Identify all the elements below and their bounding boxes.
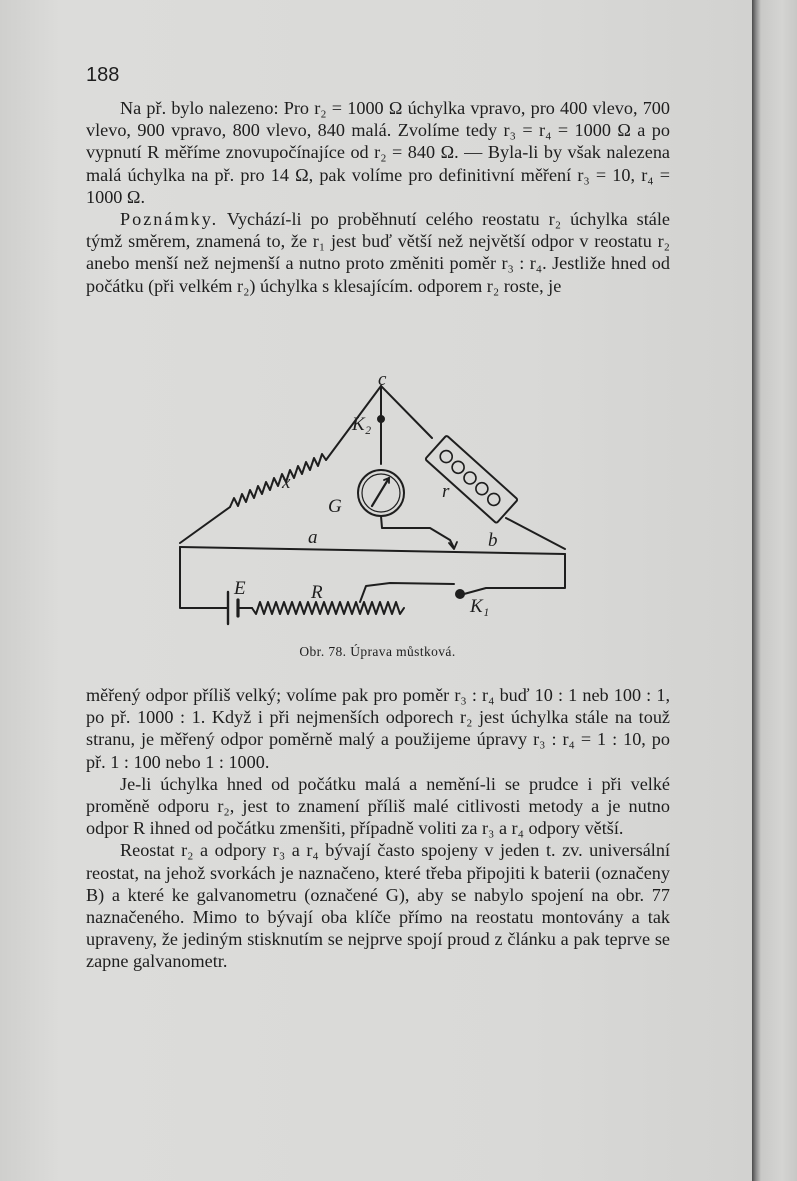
label-b: b xyxy=(488,530,498,551)
paragraph-remark xyxy=(86,208,670,297)
paragraph-sensitivity: Je-li úchylka hned od počátku malá a nemění-li se prudce i při velké proměně odporu r₂, jest to znamení příliš malé citlivosti metody a je nutno odpor R ihned od počátku zmenšiti, případně voliti za r₃ a r₄ odpory větší. xyxy=(86,773,670,839)
text-block-bottom xyxy=(86,684,670,973)
label-c: c xyxy=(378,372,387,390)
label-x: x xyxy=(282,472,291,493)
paragraph-universal-rheostat: Reostat r₂ a odpory r₃ a r₄ bývají často spojeny v jeden t. zv. universální reostat, na jehož svorkách je naznačeno, které třeba připojiti k baterii (označeny B) a které ke galvanometru (označené G), aby se nabylo spojení na obr. 77 naznačeného. Mimo to bývají oba klíče přímo na reostatu montovány a tak upraveny, že jediným stisknutím se nejprve spojí proud z článku a pak teprve se zapne galvanometr. xyxy=(86,840,670,972)
label-a: a xyxy=(308,527,318,548)
slide-wire-ab xyxy=(180,547,565,554)
label-e: E xyxy=(234,578,246,599)
rheostat-slider xyxy=(360,583,454,602)
label-k1: K₁ xyxy=(470,596,490,617)
text-block-top xyxy=(86,97,670,297)
label-rheostat: R xyxy=(311,582,323,603)
label-k2: K₂ xyxy=(352,414,372,435)
remark-heading: Poznámky. xyxy=(120,209,219,230)
paragraph-example: Na př. bylo nalezeno: Pro r₂ = 1000 Ω úchylka vpravo, pro 400 vlevo, 700 vlevo, 900 vpravo, 800 vlevo, 840 malá. Zvolíme tedy r₃ = r₄ = 1000 Ω a po vypnutí R měříme znovupočínajíce od r₂ = 840 Ω. — Byla-li by však nalezena malá úchylka na př. pro 14 Ω, pak volíme pro definitivní měření r₃ = 10, r₄ = 1000 Ω. xyxy=(86,98,670,207)
galvanometer-lower-wire xyxy=(381,516,454,548)
paragraph-continued: měřený odpor příliš velký; volíme pak pro poměr r₃ : r₄ buď 10 : 1 neb 100 : 1, po př. 1000 : 1. Když i při nejmenších odporech r₂ jest úchylka stále na touž stranu, je měřený odpor poměrně malý a použijeme úpravy r₃ : r₄ = 1 : 10, po př. 1 : 100 nebo 1 : 1000. xyxy=(86,685,670,772)
right-lower-wire xyxy=(506,518,565,549)
k1-key-contact xyxy=(456,590,464,598)
resistor-x-zigzag xyxy=(230,454,326,507)
figure-caption: Obr. 78. Úprava můstková. xyxy=(299,644,456,659)
page-number: 188 xyxy=(86,64,120,86)
bridge-diagram xyxy=(170,372,580,634)
left-return-wire xyxy=(180,547,228,608)
k1-wire xyxy=(464,554,565,594)
label-r: r xyxy=(442,481,450,502)
label-g: G xyxy=(328,496,342,517)
book-gutter xyxy=(752,0,797,1181)
right-upper-wire xyxy=(381,386,432,438)
rheostat-R-zigzag xyxy=(252,602,404,614)
resistor-x-wire xyxy=(180,507,230,543)
remark-text: Vychází-li po proběhnutí celého reostatu r₂ úchylka stále týmž směrem, znamená to, že r₁ jest buď větší než největší odpor v reostatu r₂ anebo menší než nejmenší a nutno proto změniti poměr r₃ : r₄. Jestliže hned od počátku (při velkém r₂) úchylka s klesajícím. odporem r₂ roste, je xyxy=(86,209,670,296)
rheostat-r-box xyxy=(425,435,518,523)
